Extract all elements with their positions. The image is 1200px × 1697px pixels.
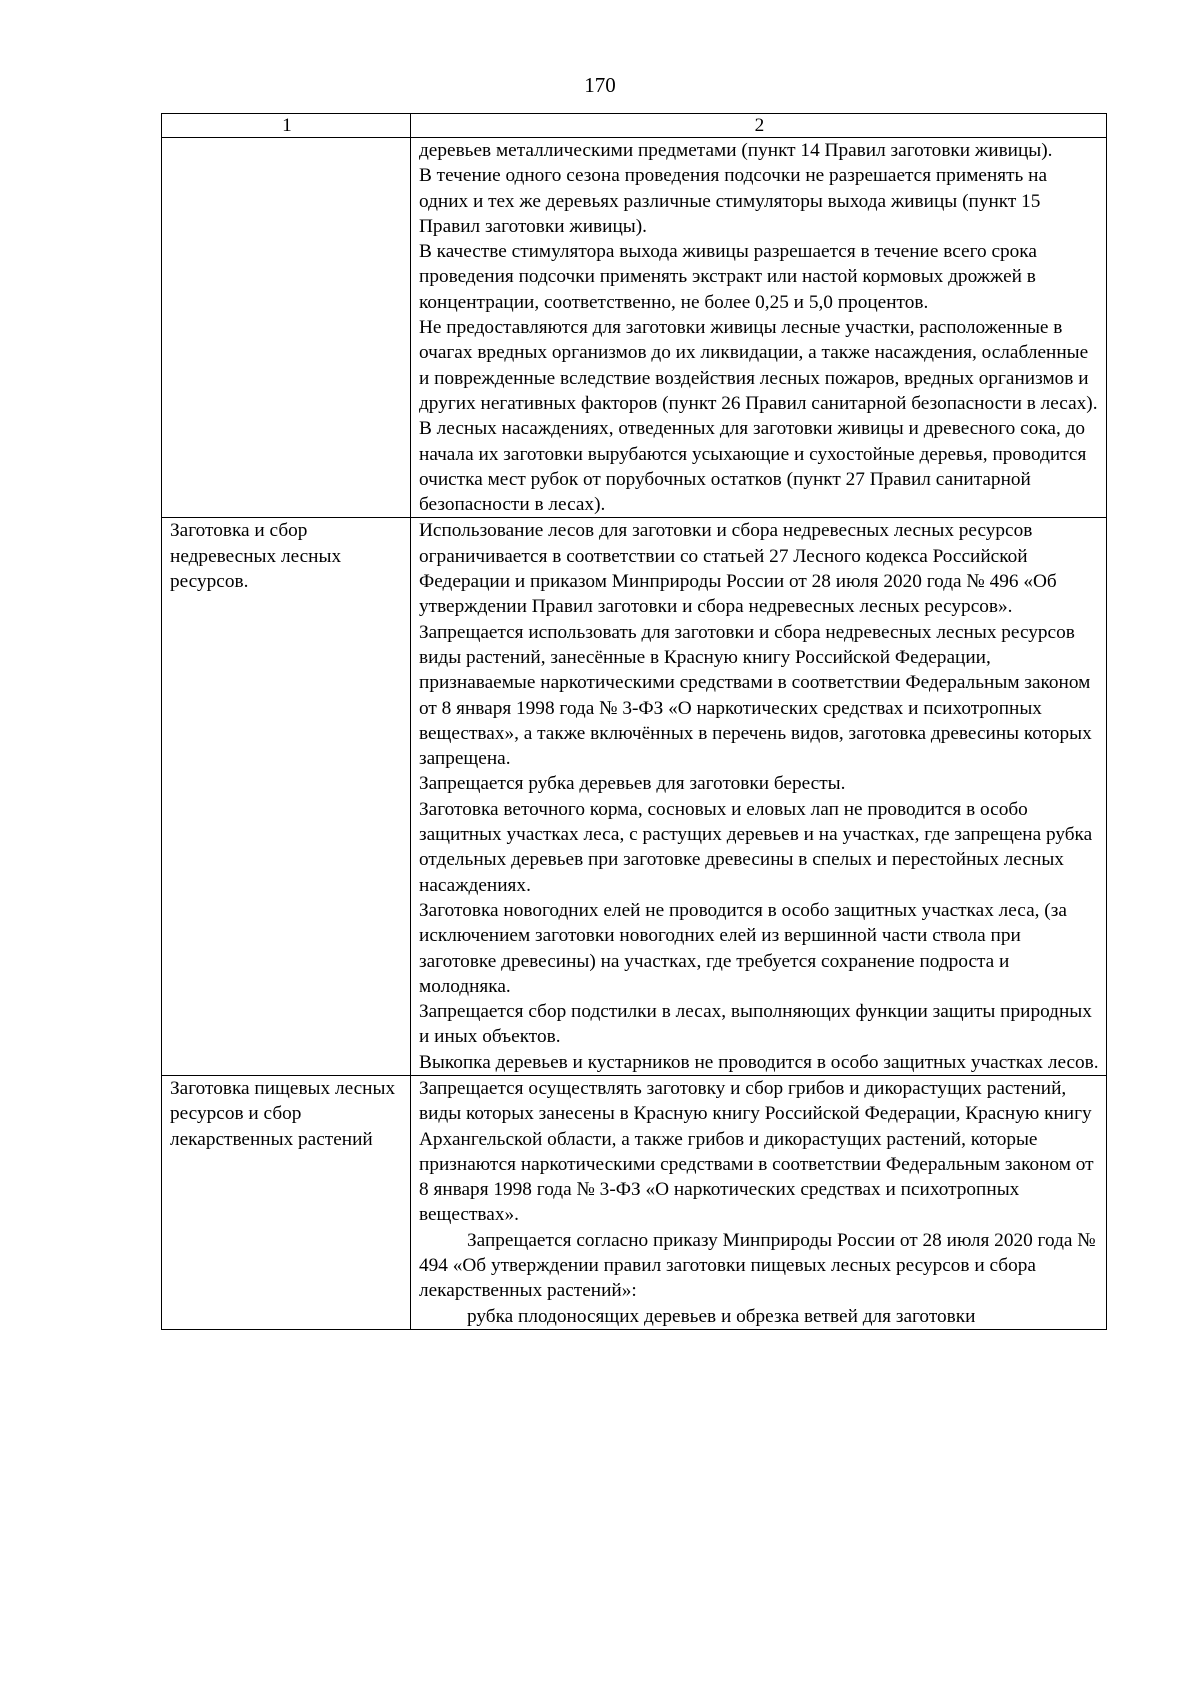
header-cell-1: 1	[162, 114, 411, 138]
paragraph: деревьев металлическими предметами (пункт 14 Правил заготовки живицы).	[419, 140, 1053, 161]
paragraph: Заготовка веточного корма, сосновых и еловых лап не проводится в особо защитных участках леса, с растущих деревьев и на участках, где запрещена рубка отдельных деревьев при заготовке древесины в спелых и перестойных лесных насаждениях.	[419, 798, 1093, 896]
paragraph: Запрещается рубка деревьев для заготовки бересты.	[419, 773, 846, 795]
row-3-left-cell	[162, 1075, 411, 1329]
row-2-left-text: Заготовка и сбор недревесных лесных ресурсов.	[170, 520, 342, 593]
paragraph: Выкопка деревьев и кустарников не проводится в особо защитных участках лесов.	[419, 1051, 1099, 1073]
paragraph-indented: Запрещается согласно приказу Минприроды России от 28 июля 2020 года № 494 «Об утверждении правил заготовки пищевых лесных ресурсов и сбора лекарственных растений»:	[419, 1229, 1096, 1302]
header-cell-2: 2	[411, 114, 1107, 138]
paragraph: В течение одного сезона проведения подсочки не разрешается применять на одних и тех же деревьях различные стимуляторы выхода живицы (пункт 15 Правил заготовки живицы).	[419, 165, 1048, 237]
page-number: 170	[584, 73, 616, 97]
paragraph: В качестве стимулятора выхода живицы разрешается в течение всего срока проведения подсочки применять экстракт или настой кормовых дрожжей в концентрации, соответственно, не более 0,25 и 5,0 процентов.	[419, 241, 1037, 313]
paragraph: Не предоставляются для заготовки живицы лесные участки, расположенные в очагах вредных организмов до их ликвидации, а также насаждения, ослабленные и поврежденные вследствие воздействия лесных пожаров, вредных организмов и других негативных факторов (пункт 26 Правил санитарной безопасности в лесах).	[419, 317, 1098, 414]
table-row	[162, 1075, 1107, 1329]
row-3-left-text: Заготовка пищевых лесных ресурсов и сбор лекарственных растений	[170, 1077, 396, 1150]
paragraph-indented: рубка плодоносящих деревьев и обрезка ветвей для заготовки	[467, 1305, 976, 1327]
row-2-right-cell	[411, 518, 1107, 1076]
paragraph: В лесных насаждениях, отведенных для заготовки живицы и древесного сока, до начала их заготовки вырубаются усыхающие и сухостойные деревья, проводится очистка мест рубок от порубочных остатков (пункт 27 Правил санитарной безопасности в лесах).	[419, 418, 1087, 516]
paragraph: Запрещается сбор подстилки в лесах, выполняющих функции защиты природных и иных объектов.	[419, 1001, 1092, 1048]
row-3-right-cell	[411, 1075, 1107, 1329]
paragraph: Заготовка новогодних елей не проводится в особо защитных участках леса, (за исключением заготовки новогодних елей из вершинной части ствола при заготовке древесины) на участках, где требуется сохранение подроста и молодняка.	[419, 899, 1067, 997]
row-1-left-text	[170, 138, 404, 139]
table-row	[162, 138, 1107, 518]
table-header-row	[162, 114, 1107, 138]
document-table	[161, 113, 1107, 1330]
paragraph: Запрещается использовать для заготовки и сбора недревесных лесных ресурсов виды растений, занесённые в Красную книгу Российской Федерации, признаваемые наркотическими средствами в соответствии Федеральным законом от 8 января 1998 года № 3-ФЗ «О наркотических средствах и психотропных веществах», а также включённых в перечень видов, заготовка древесины которых запрещена.	[419, 621, 1092, 770]
row-2-left-cell	[162, 518, 411, 1076]
row-1-right-cell	[411, 138, 1107, 518]
paragraph: Использование лесов для заготовки и сбора недревесных лесных ресурсов ограничивается в соответствии со статьей 27 Лесного кодекса Российской Федерации и приказом Минприроды России от 28 июля 2020 года № 496 «Об утверждении Правил заготовки и сбора недревесных лесных ресурсов».	[419, 520, 1057, 618]
paragraph: Запрещается осуществлять заготовку и сбор грибов и дикорастущих растений, виды которых занесены в Красную книгу Российской Федерации, Красную книгу Архангельской области, а также грибов и дикорастущих растений, которые признаются наркотическими средствами в соответствии Федеральным законом от 8 января 1998 года № 3-ФЗ «О наркотических средствах и психотропных веществах».	[419, 1077, 1094, 1226]
row-1-left-cell	[162, 138, 411, 518]
table-row	[162, 518, 1107, 1076]
